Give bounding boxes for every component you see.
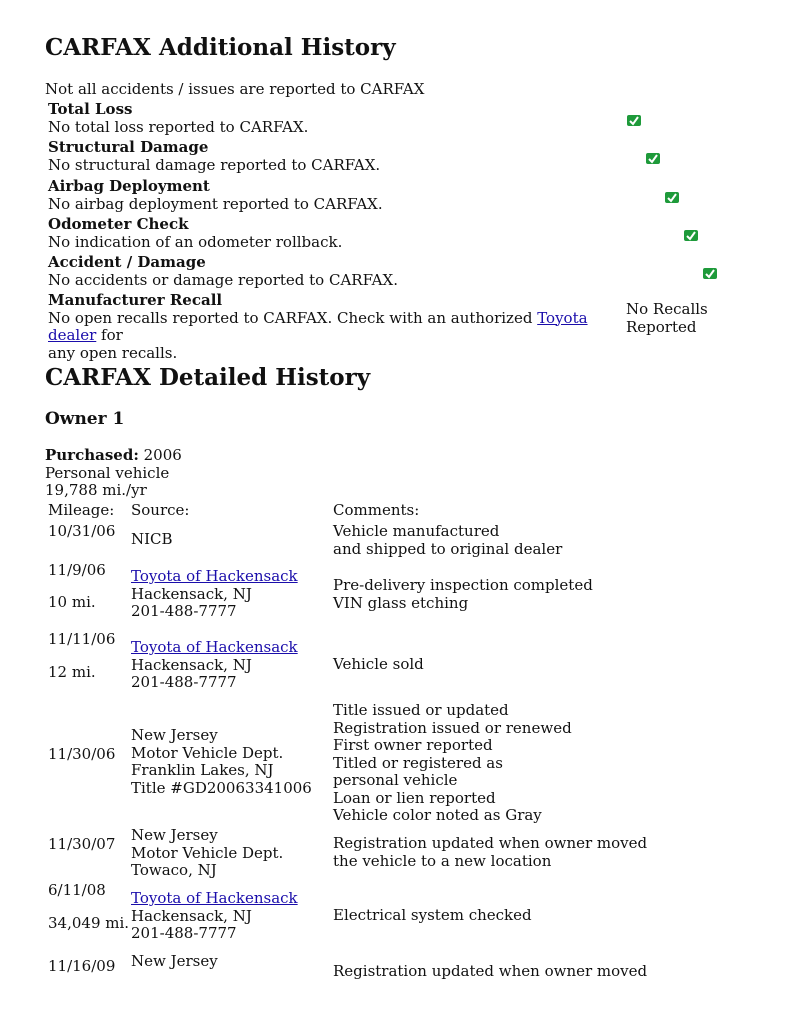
record-source <box>131 953 218 971</box>
source-dealer-link[interactable]: Toyota of Hackensack <box>131 567 298 585</box>
record-source <box>131 639 298 692</box>
check-title: Accident / Damage <box>48 253 206 271</box>
record-source <box>131 827 283 880</box>
checkmark-icon <box>665 192 679 203</box>
record-mileage: 12 mi. <box>48 663 96 681</box>
recall-desc-line2: any open recalls. <box>48 343 178 362</box>
comment-line: Titled or registered as <box>333 753 503 772</box>
recall-desc-text: No open recalls reported to CARFAX. Check with an authorized <box>48 308 538 327</box>
source-line: Hackensack, NJ <box>131 906 252 925</box>
toyota-dealer-link[interactable]: Toyota dealer <box>48 308 588 344</box>
record-mileage: 34,049 mi. <box>48 914 130 932</box>
record-comments <box>333 577 593 612</box>
comment-line: Vehicle manufactured <box>333 522 500 540</box>
recall-row <box>48 292 618 362</box>
recall-desc-text-after: for <box>96 326 123 344</box>
comment-line: Loan or lien reported <box>333 788 496 807</box>
record-source: NICB <box>131 530 173 548</box>
check-desc: No indication of an odometer rollback. <box>48 232 343 251</box>
recall-title: Manufacturer Recall <box>48 291 223 309</box>
check-title: Structural Damage <box>48 138 209 156</box>
comment-line: Registration issued or renewed <box>333 718 572 737</box>
comment-line: Vehicle color noted as Gray <box>333 806 542 824</box>
report-page <box>45 0 745 980</box>
source-line: Towaco, NJ <box>131 861 217 879</box>
header-comments: Comments: <box>333 501 420 519</box>
comment-line: First owner reported <box>333 736 493 754</box>
comment-line: personal vehicle <box>333 771 458 789</box>
recall-status <box>626 301 708 336</box>
source-line: Hackensack, NJ <box>131 655 252 674</box>
detailed-history-title: CARFAX Detailed History <box>45 364 371 391</box>
source-line: New Jersey <box>131 726 218 744</box>
record-date: 10/31/06 <box>48 522 116 540</box>
record-mileage: 10 mi. <box>48 593 96 611</box>
record-date: 11/9/06 <box>48 561 106 579</box>
record-date: 11/11/06 <box>48 630 116 648</box>
record-comments <box>333 656 424 674</box>
record-comments <box>333 963 647 981</box>
record-date: 11/30/07 <box>48 835 116 853</box>
check-desc: No total loss reported to CARFAX. <box>48 117 309 136</box>
reporting-note: Not all accidents / issues are reported to CARFAX <box>45 80 425 98</box>
checkmark-icon <box>703 268 717 279</box>
header-source: Source: <box>131 501 190 519</box>
source-line: 201-488-7777 <box>131 602 237 620</box>
mileage-rate: 19,788 mi./yr <box>45 481 147 499</box>
owner-summary <box>45 447 182 500</box>
checkmark-icon <box>646 153 660 164</box>
record-date: 6/11/08 <box>48 881 106 899</box>
comment-line: Pre-delivery inspection completed <box>333 576 593 594</box>
recall-status-line1: No Recalls <box>626 300 708 318</box>
purchased-line <box>45 447 182 465</box>
check-title: Total Loss <box>48 100 133 118</box>
comment-line: Title issued or updated <box>333 701 509 719</box>
recall-status-line2: Reported <box>626 317 697 336</box>
record-comments <box>333 835 647 870</box>
comment-line: Vehicle sold <box>333 655 424 673</box>
check-row-airbag-deployment <box>48 178 383 213</box>
source-line: Motor Vehicle Dept. <box>131 843 284 862</box>
source-line: New Jersey <box>131 952 218 970</box>
record-source <box>131 727 312 797</box>
source-line: Title #GD20063341006 <box>131 778 312 797</box>
check-desc: No accidents or damage reported to CARFAX. <box>48 270 398 289</box>
comment-line: VIN glass etching <box>333 593 469 612</box>
source-line: New Jersey <box>131 826 218 844</box>
record-date: 11/30/06 <box>48 745 116 763</box>
comment-line: the vehicle to a new location <box>333 851 552 870</box>
additional-history-title: CARFAX Additional History <box>45 34 396 61</box>
source-line: 201-488-7777 <box>131 673 237 691</box>
record-comments <box>333 523 562 558</box>
comment-line: Registration updated when owner moved <box>333 834 648 852</box>
purchased-value: 2006 <box>138 446 182 464</box>
comment-line: Electrical system checked <box>333 906 532 924</box>
record-comments <box>333 702 572 825</box>
header-mileage: Mileage: <box>48 501 115 519</box>
comment-line: Registration updated when owner moved <box>333 962 648 980</box>
source-line: 201-488-7777 <box>131 924 237 942</box>
check-row-odometer-check <box>48 216 342 251</box>
checkmark-icon <box>627 115 641 126</box>
source-line: Motor Vehicle Dept. <box>131 743 284 762</box>
record-source <box>131 890 298 943</box>
record-source <box>131 568 298 621</box>
check-title: Odometer Check <box>48 215 189 233</box>
owner-heading: Owner 1 <box>45 409 125 429</box>
check-desc: No airbag deployment reported to CARFAX. <box>48 194 383 213</box>
record-date: 11/16/09 <box>48 957 116 975</box>
check-desc: No structural damage reported to CARFAX. <box>48 155 381 174</box>
check-row-structural-damage <box>48 139 380 174</box>
recall-desc <box>48 310 618 345</box>
purchased-label: Purchased: <box>45 446 139 464</box>
check-title: Airbag Deployment <box>48 177 210 195</box>
source-line: Hackensack, NJ <box>131 584 252 603</box>
check-row-total-loss <box>48 101 308 136</box>
source-line: Franklin Lakes, NJ <box>131 761 274 779</box>
comment-line: and shipped to original dealer <box>333 539 563 558</box>
source-dealer-link[interactable]: Toyota of Hackensack <box>131 889 298 907</box>
source-dealer-link[interactable]: Toyota of Hackensack <box>131 638 298 656</box>
checkmark-icon <box>684 230 698 241</box>
check-row-accident-damage <box>48 254 398 289</box>
record-comments <box>333 907 532 925</box>
vehicle-type: Personal vehicle <box>45 463 170 482</box>
